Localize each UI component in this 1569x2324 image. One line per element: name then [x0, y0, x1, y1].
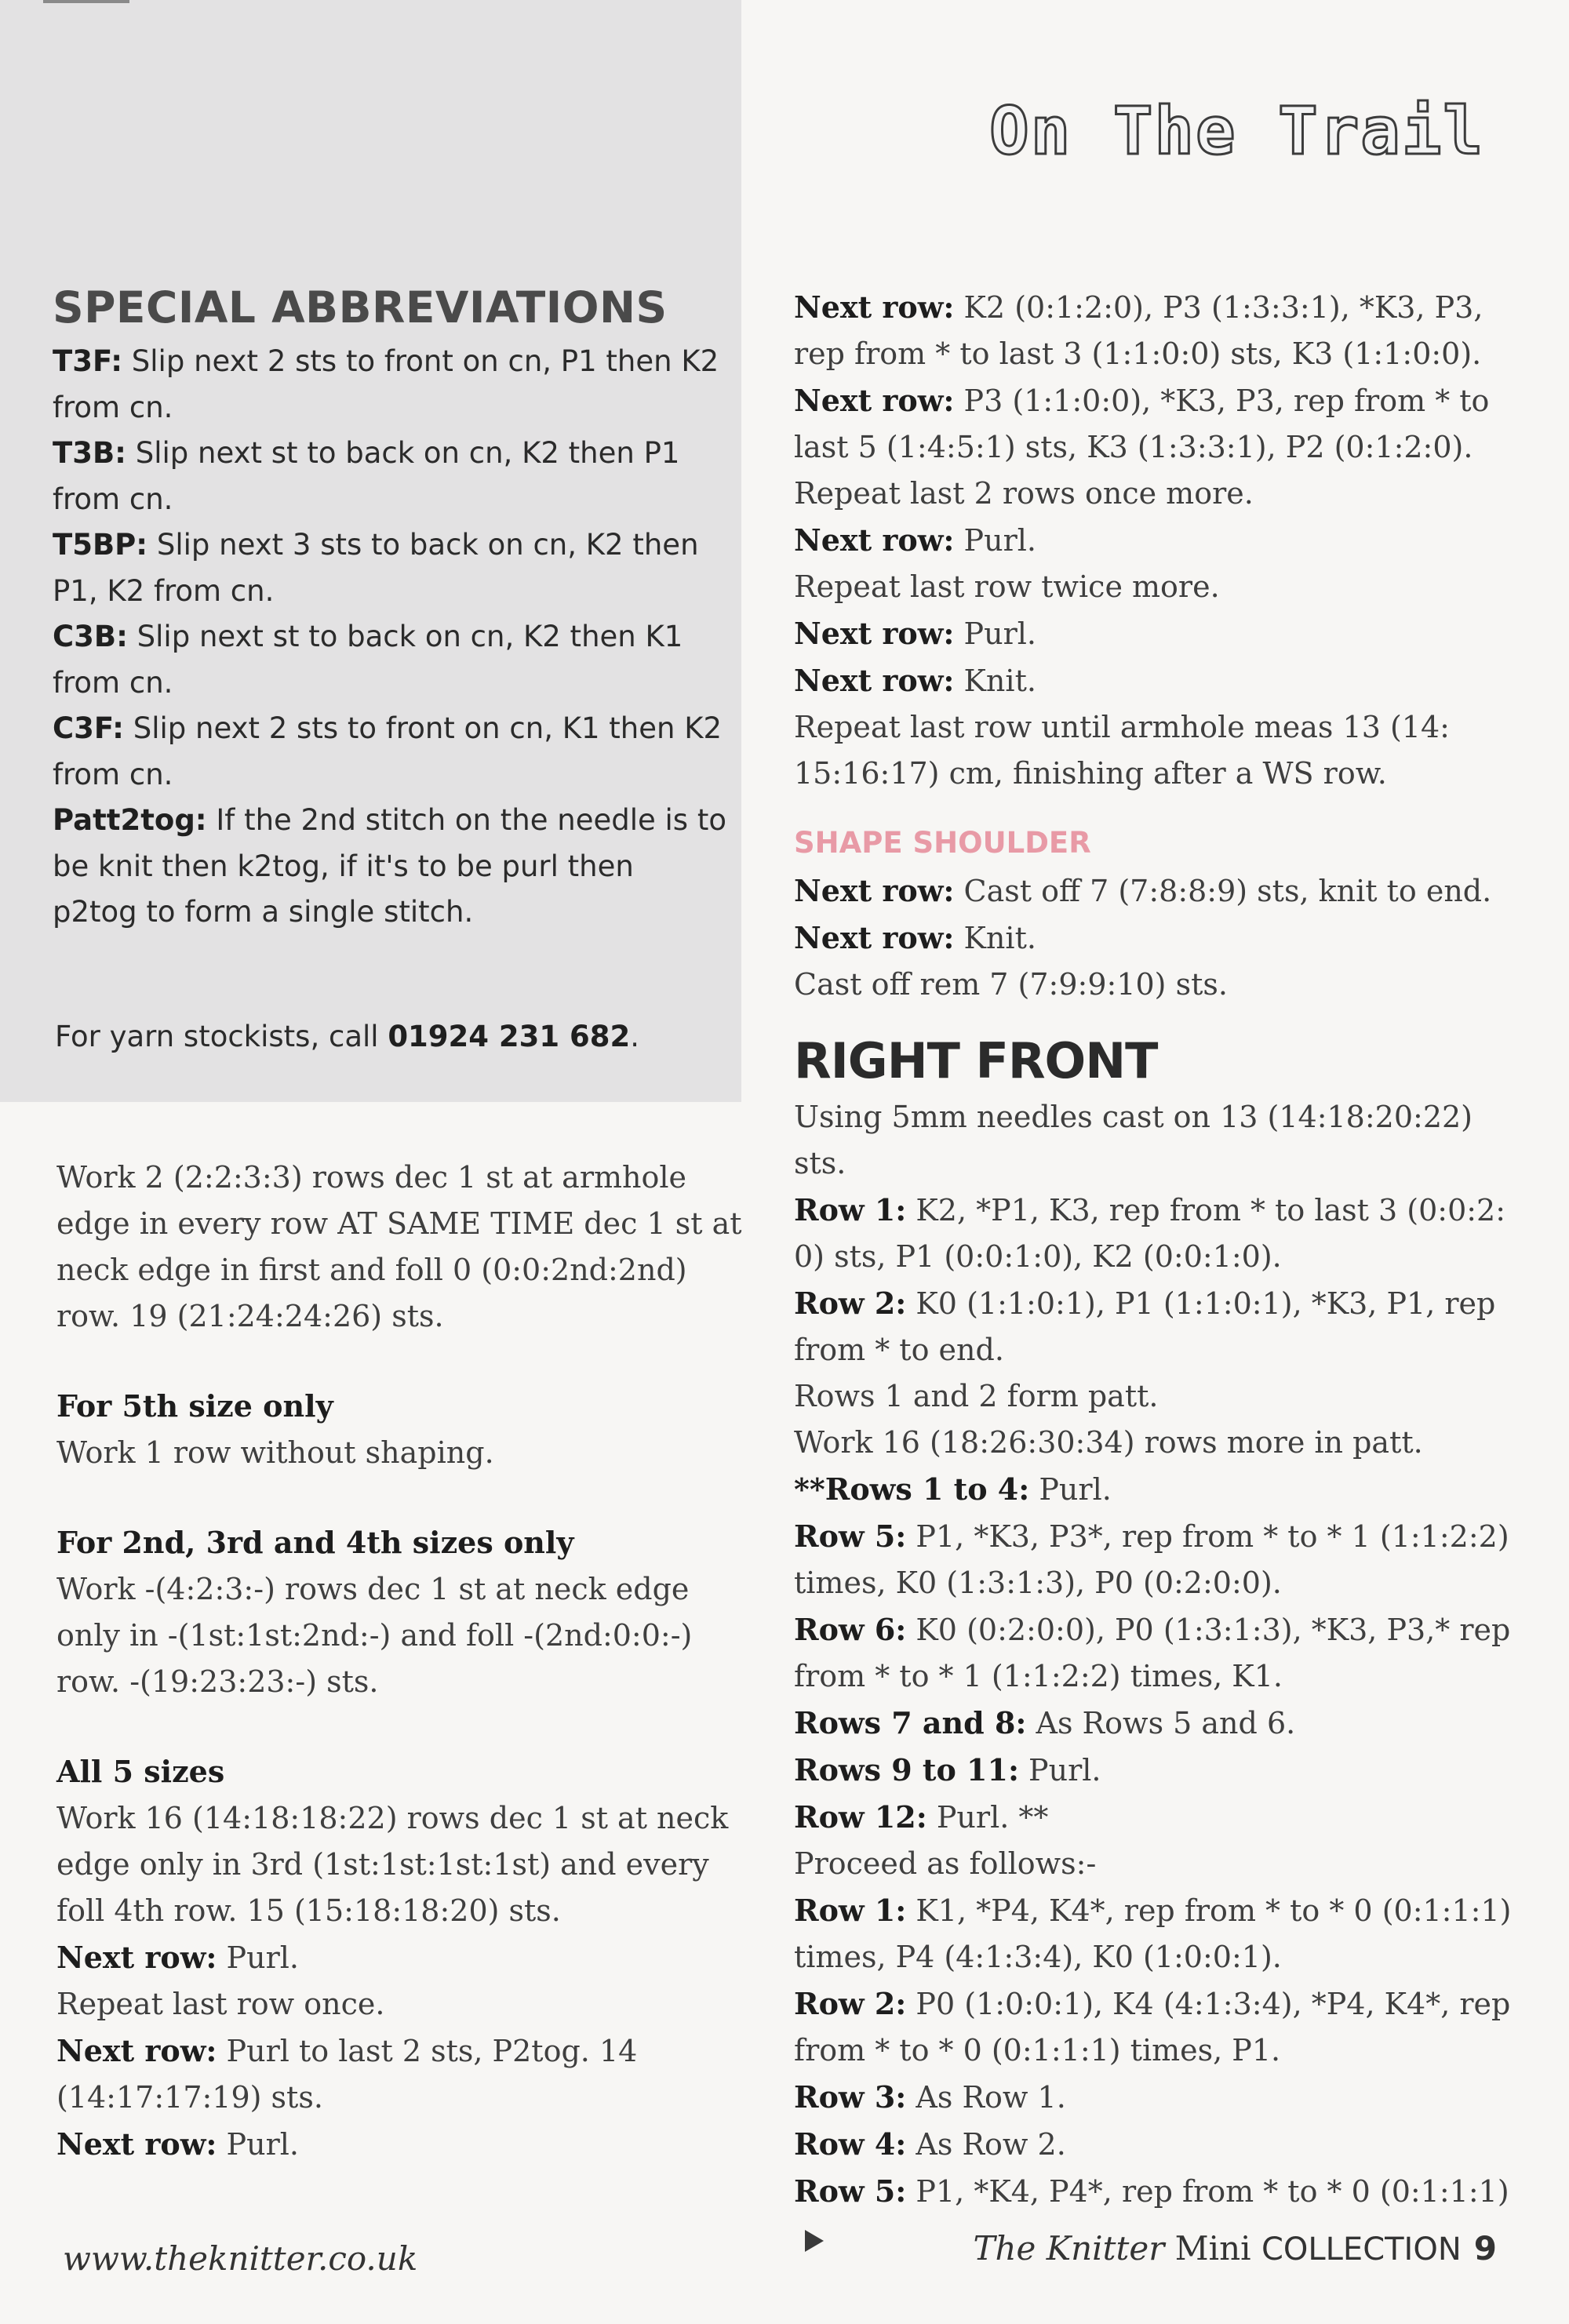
instruction-row: Next row: Cast off 7 (7:8:8:9) sts, knit to end.	[794, 873, 1492, 908]
paragraph: Using 5mm needles cast on 13 (14:18:20:22) sts.	[794, 1100, 1473, 1180]
instruction-row: Row 5: P1, *K3, P3*, rep from * to * 1 (1:1:2:2) times, K0 (1:3:1:3), P0 (0:2:0:0).	[794, 1518, 1509, 1600]
instruction-row: Rows 7 and 8: As Rows 5 and 6.	[794, 1705, 1296, 1740]
instruction-row: Row 2: P0 (1:0:0:1), K4 (4:1:3:4), *P4, K4*, rep from * to * 0 (0:1:1:1) times, P1.	[794, 1986, 1511, 2068]
instruction-row: Next row: Purl.	[56, 2126, 299, 2162]
paragraph: Repeat last 2 rows once more.	[794, 476, 1254, 511]
right-front-heading: RIGHT FRONT	[794, 1032, 1158, 1089]
instruction-row: Next row: Purl.	[56, 1940, 299, 1975]
instruction-row: Rows 9 to 11: Purl.	[794, 1752, 1101, 1788]
subheading: For 5th size only	[56, 1388, 333, 1424]
instruction-row: Row 6: K0 (0:2:0:0), P0 (1:3:1:3), *K3, P3,* rep from * to * 1 (1:1:2:2) times, K1.	[794, 1612, 1511, 1693]
instruction-row: Row 5: P1, *K4, P4*, rep from * to * 0 (0:1:1:1)	[794, 2168, 1523, 2261]
subheading: All 5 sizes	[56, 1754, 225, 1789]
instruction-row: Next row: Purl to last 2 sts, P2tog. 14 (14:17:17:19) sts.	[56, 2033, 638, 2115]
paragraph: Work 16 (14:18:18:22) rows dec 1 st at neck edge only in 3rd (1st:1st:1st:1st) and every foll 4th row. 15 (15:18:18:20) sts.	[56, 1801, 729, 1928]
stockist-phone: 01924 231 682	[388, 1020, 631, 1053]
instruction-row: Row 3: As Row 1.	[794, 2079, 1066, 2115]
subheading: For 2nd, 3rd and 4th sizes only	[56, 1525, 574, 1560]
abbr-c3f: C3F: Slip next 2 sts to front on cn, K1 then K2 from cn.	[53, 711, 723, 791]
instruction-row: Next row: Purl.	[794, 522, 1036, 558]
instruction-row: Next row: P3 (1:1:0:0), *K3, P3, rep from * to last 5 (1:4:5:1) sts, K3 (1:3:3:1), P2 (0:1:2:0).	[794, 383, 1490, 464]
instruction-row: Row 4: As Row 2.	[794, 2126, 1066, 2162]
paragraph: Repeat last row twice more.	[794, 569, 1220, 604]
yarn-stockist-note: For yarn stockists, call 01924 231 682.	[55, 1020, 640, 1053]
abbr-patt2tog: Patt2tog: If the 2nd stitch on the needle is to be knit then k2tog, if it's to be purl then p2tog to form a single stitch.	[53, 803, 726, 929]
footer-url: www.theknitter.co.uk	[63, 2239, 418, 2278]
top-rule	[43, 0, 129, 3]
shape-shoulder-heading: SHAPE SHOULDER	[794, 826, 1091, 860]
instruction-row: **Rows 1 to 4: Purl.	[794, 1471, 1112, 1507]
instruction-row: Row 1: K1, *P4, K4*, rep from * to * 0 (0:1:1:1) times, P4 (4:1:3:4), K0 (1:0:0:1).	[794, 1893, 1512, 1974]
instruction-row: Row 1: K2, *P1, K3, rep from * to last 3 (0:0:2: 0) sts, P1 (0:0:1:0), K2 (0:0:1:0).	[794, 1192, 1506, 1274]
left-column-instructions	[56, 1155, 747, 2168]
paragraph: Work 1 row without shaping.	[56, 1435, 494, 1470]
paragraph: Rows 1 and 2 form patt.	[794, 1379, 1159, 1413]
paragraph: Repeat last row until armhole meas 13 (14: 15:16:17) cm, finishing after a WS row.	[794, 710, 1450, 791]
footer-magazine: The Knitter Mini COLLECTION 9	[973, 2229, 1497, 2268]
paragraph: Cast off rem 7 (7:9:9:10) sts.	[794, 967, 1228, 1002]
abbreviations-heading: SPECIAL ABBREVIATIONS	[53, 282, 668, 333]
abbr-c3b: C3B: Slip next st to back on cn, K2 then K1 from cn.	[53, 620, 683, 700]
paragraph: Work -(4:2:3:-) rows dec 1 st at neck edge only in -(1st:1st:2nd:-) and foll -(2nd:0:0:-) row. -(19:23:23:-) sts.	[56, 1572, 693, 1699]
instruction-row: Next row: K2 (0:1:2:0), P3 (1:3:3:1), *K3, P3, rep from * to last 3 (1:1:0:0) sts, K3 (1:1:0:0).	[794, 289, 1483, 371]
instruction-row: Row 2: K0 (1:1:0:1), P1 (1:1:0:1), *K3, P1, rep from * to end.	[794, 1286, 1496, 1367]
instruction-row: Row 12: Purl. **	[794, 1799, 1049, 1835]
instruction-row: Next row: Knit.	[794, 663, 1036, 698]
instruction-row: Next row: Knit.	[794, 920, 1036, 955]
paragraph: Repeat last row once.	[56, 1987, 385, 2021]
paragraph: Work 16 (18:26:30:34) rows more in patt.	[794, 1425, 1423, 1460]
right-column-instructions	[794, 284, 1523, 2261]
paragraph: Proceed as follows:-	[794, 1846, 1097, 1881]
abbr-t3b: T3B: Slip next st to back on cn, K2 then P1 from cn.	[53, 436, 680, 516]
abbr-t3f: T3F: Slip next 2 sts to front on cn, P1 then K2 from cn.	[53, 344, 719, 424]
page-title: On The Trail	[989, 93, 1484, 169]
special-abbreviations	[53, 276, 727, 936]
paragraph: Work 2 (2:2:3:3) rows dec 1 st at armhole edge in every row AT SAME TIME dec 1 st at neck edge in first and foll 0 (0:0:2nd:2nd) row. 19 (21:24:24:26) sts.	[56, 1160, 742, 1333]
abbr-t5bp: T5BP: Slip next 3 sts to back on cn, K2 then P1, K2 from cn.	[53, 528, 699, 608]
page-number: 9	[1473, 2229, 1497, 2268]
continue-arrow-icon	[805, 2230, 824, 2252]
instruction-row: Next row: Purl.	[794, 616, 1036, 651]
